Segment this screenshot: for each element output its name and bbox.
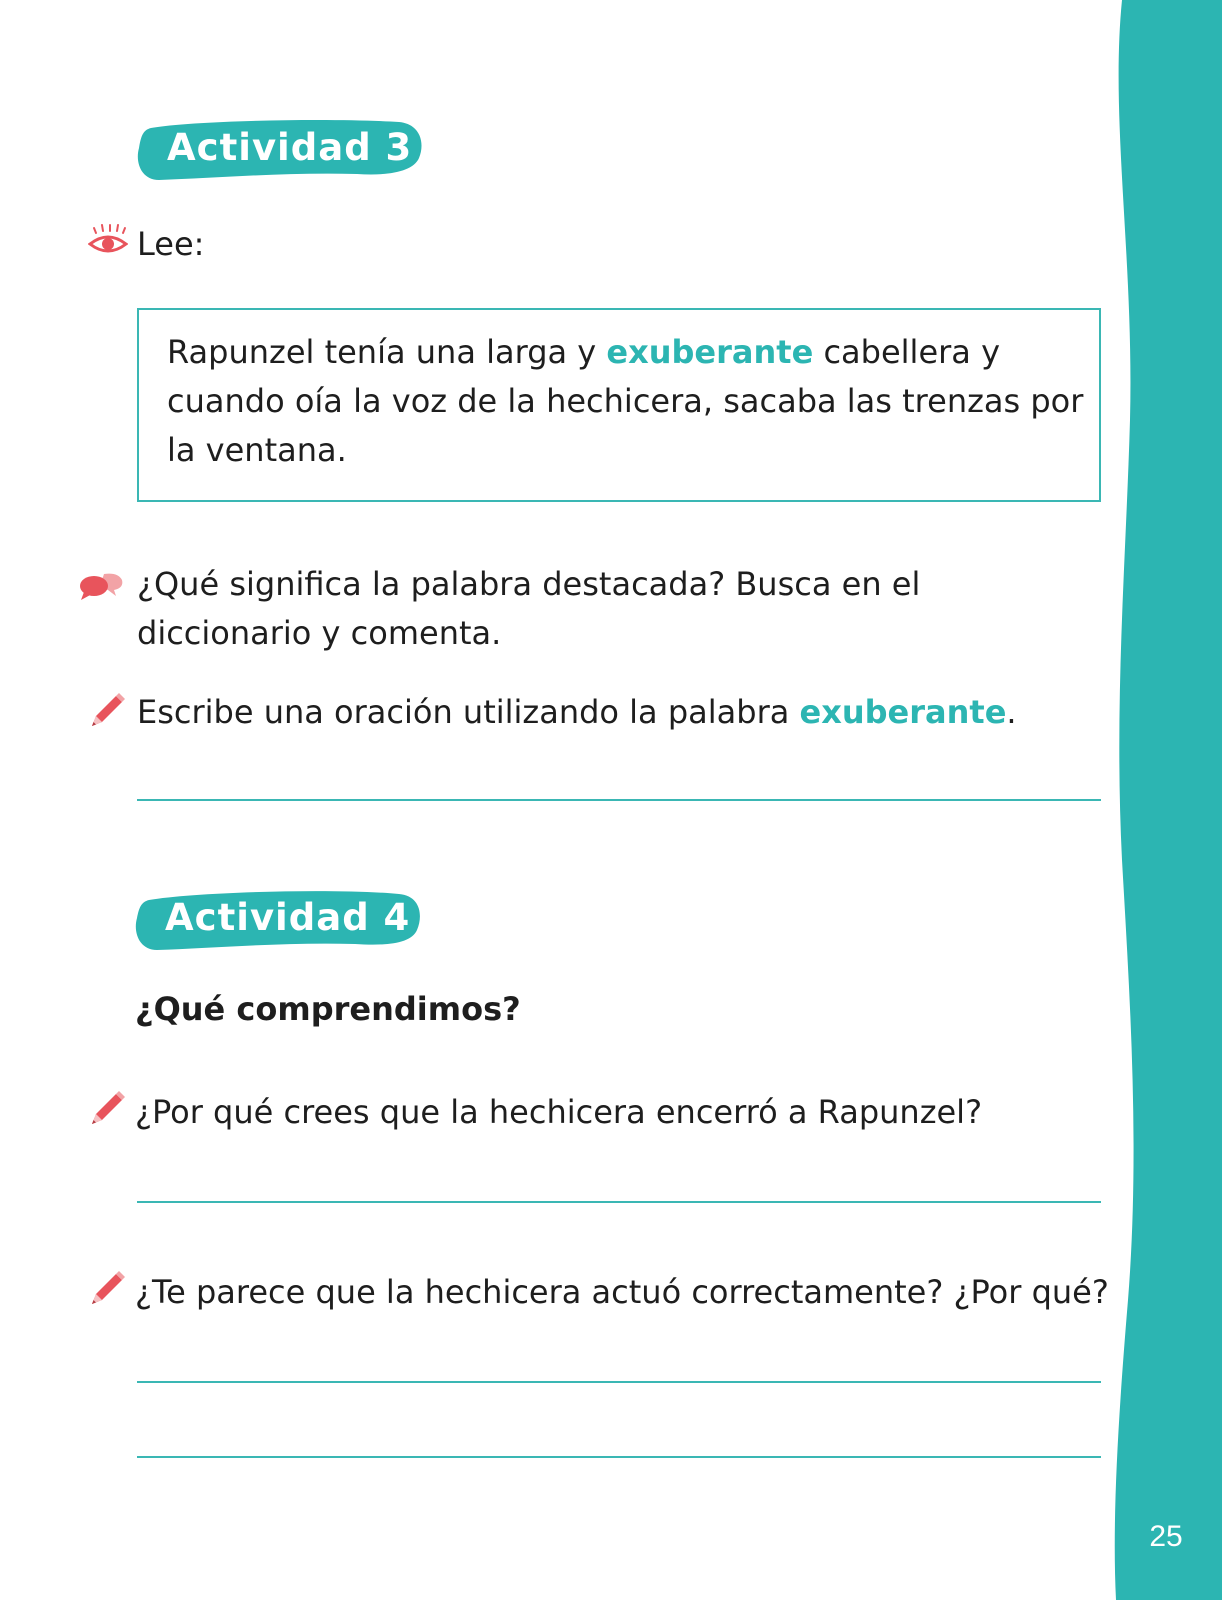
- read-instruction: Lee:: [137, 225, 205, 263]
- speech-bubbles-icon: [78, 570, 126, 602]
- question-meaning-line-1: ¿Qué significa la palabra destacada? Busca en el: [137, 565, 921, 603]
- highlighted-word: exuberante: [606, 333, 814, 371]
- pencil-icon: [86, 1088, 128, 1130]
- activity-4-title: Actividad 4: [165, 896, 411, 939]
- side-band-decoration: [1112, 0, 1222, 1600]
- question-acted-correctly: ¿Te parece que la hechicera actuó correctamente? ¿Por qué?: [135, 1273, 1109, 1311]
- write-sentence-start: Escribe una oración utilizando la palabra: [137, 693, 800, 731]
- passage-line-1: [167, 328, 1083, 377]
- question-meaning: [137, 560, 920, 658]
- answer-line-3[interactable]: [137, 1381, 1101, 1383]
- answer-line-2[interactable]: [137, 1201, 1101, 1203]
- eye-icon: [88, 224, 128, 258]
- activity-4-badge: [135, 888, 421, 948]
- answer-line-1[interactable]: [137, 799, 1101, 801]
- pencil-icon: [86, 1268, 128, 1310]
- question-meaning-line-2: diccionario y comenta.: [137, 614, 502, 652]
- question-why-locked: ¿Por qué crees que la hechicera encerró a Rapunzel?: [135, 1093, 983, 1131]
- highlighted-word-2: exuberante: [799, 693, 1007, 731]
- passage-line-3: la ventana.: [167, 431, 347, 469]
- reading-passage-box: [137, 308, 1101, 502]
- passage-line-1-end: cabellera y: [813, 333, 1000, 371]
- question-write-sentence: [137, 688, 1017, 737]
- page-number: 25: [1149, 1520, 1183, 1553]
- answer-line-4[interactable]: [137, 1456, 1101, 1458]
- passage-line-1-start: Rapunzel tenía una larga y: [167, 333, 607, 371]
- write-sentence-end: .: [1006, 693, 1017, 731]
- activity-3-badge: [137, 118, 423, 178]
- passage-line-2: cuando oía la voz de la hechicera, sacaba las trenzas por: [167, 382, 1084, 420]
- pencil-icon: [86, 690, 128, 732]
- activity-3-title: Actividad 3: [167, 126, 413, 169]
- reading-passage-text: [167, 328, 1083, 475]
- section-subtitle: ¿Qué comprendimos?: [135, 990, 521, 1028]
